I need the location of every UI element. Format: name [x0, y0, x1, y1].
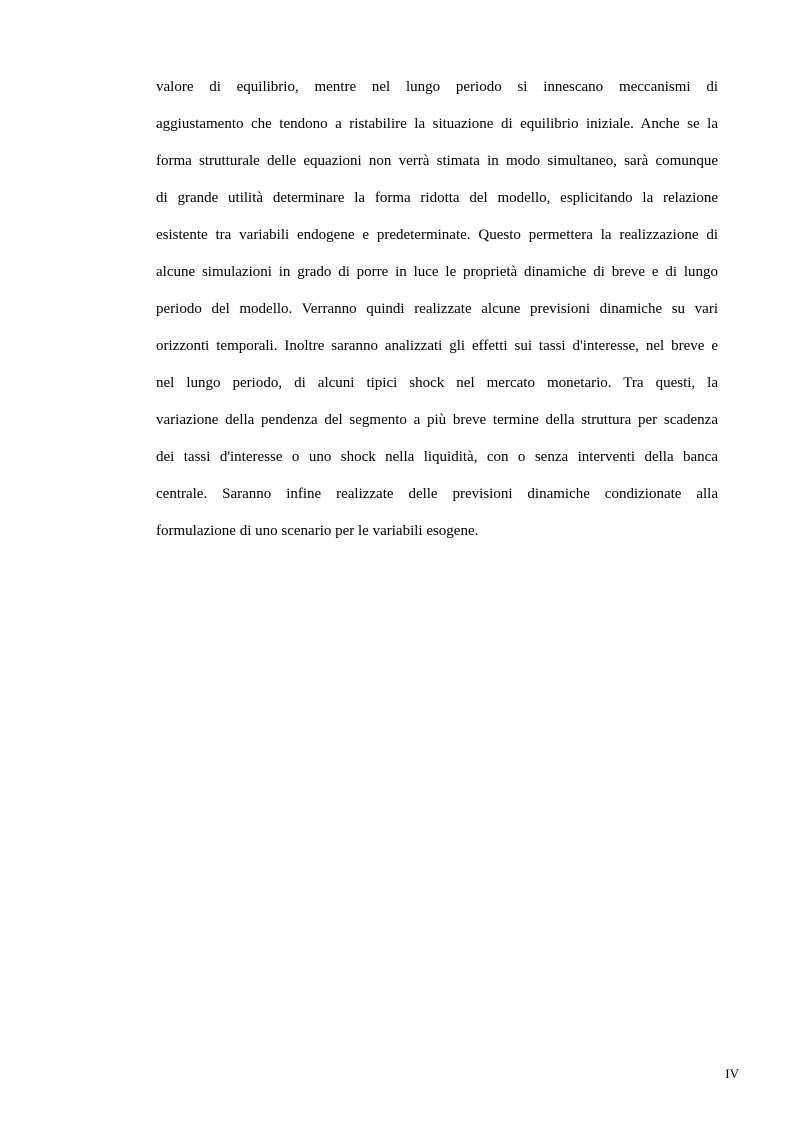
paragraph-line: aggiustamento che tendono a ristabilire la situazione di equilibrio iniziale. Anche se la — [156, 116, 718, 132]
body-paragraph — [156, 69, 718, 550]
page-number: IV — [725, 1066, 739, 1081]
paragraph-line: variazione della pendenza del segmento a più breve termine della struttura per scadenza — [156, 412, 718, 428]
paragraph-line: esistente tra variabili endogene e predeterminate. Questo permettera la realizzazione di — [156, 227, 718, 243]
paragraph-line: di grande utilità determinare la forma ridotta del modello, esplicitando la relazione — [156, 190, 718, 206]
paragraph-line: periodo del modello. Verranno quindi realizzate alcune previsioni dinamiche su vari — [156, 301, 718, 317]
paragraph-line: orizzonti temporali. Inoltre saranno analizzati gli effetti sui tassi d'interesse, nel breve e — [156, 338, 718, 354]
paragraph-line: centrale. Saranno infine realizzate delle previsioni dinamiche condizionate alla — [156, 486, 718, 502]
paragraph-line: valore di equilibrio, mentre nel lungo periodo si innescano meccanismi di — [156, 79, 718, 95]
paragraph-line: nel lungo periodo, di alcuni tipici shock nel mercato monetario. Tra questi, la — [156, 375, 718, 391]
paragraph-line: alcune simulazioni in grado di porre in luce le proprietà dinamiche di breve e di lungo — [156, 264, 718, 280]
paragraph-line: forma strutturale delle equazioni non verrà stimata in modo simultaneo, sarà comunque — [156, 153, 718, 169]
paragraph-line: formulazione di uno scenario per le variabili esogene. — [156, 523, 479, 539]
paragraph-line: dei tassi d'interesse o uno shock nella liquidità, con o senza interventi della banca — [156, 449, 718, 465]
